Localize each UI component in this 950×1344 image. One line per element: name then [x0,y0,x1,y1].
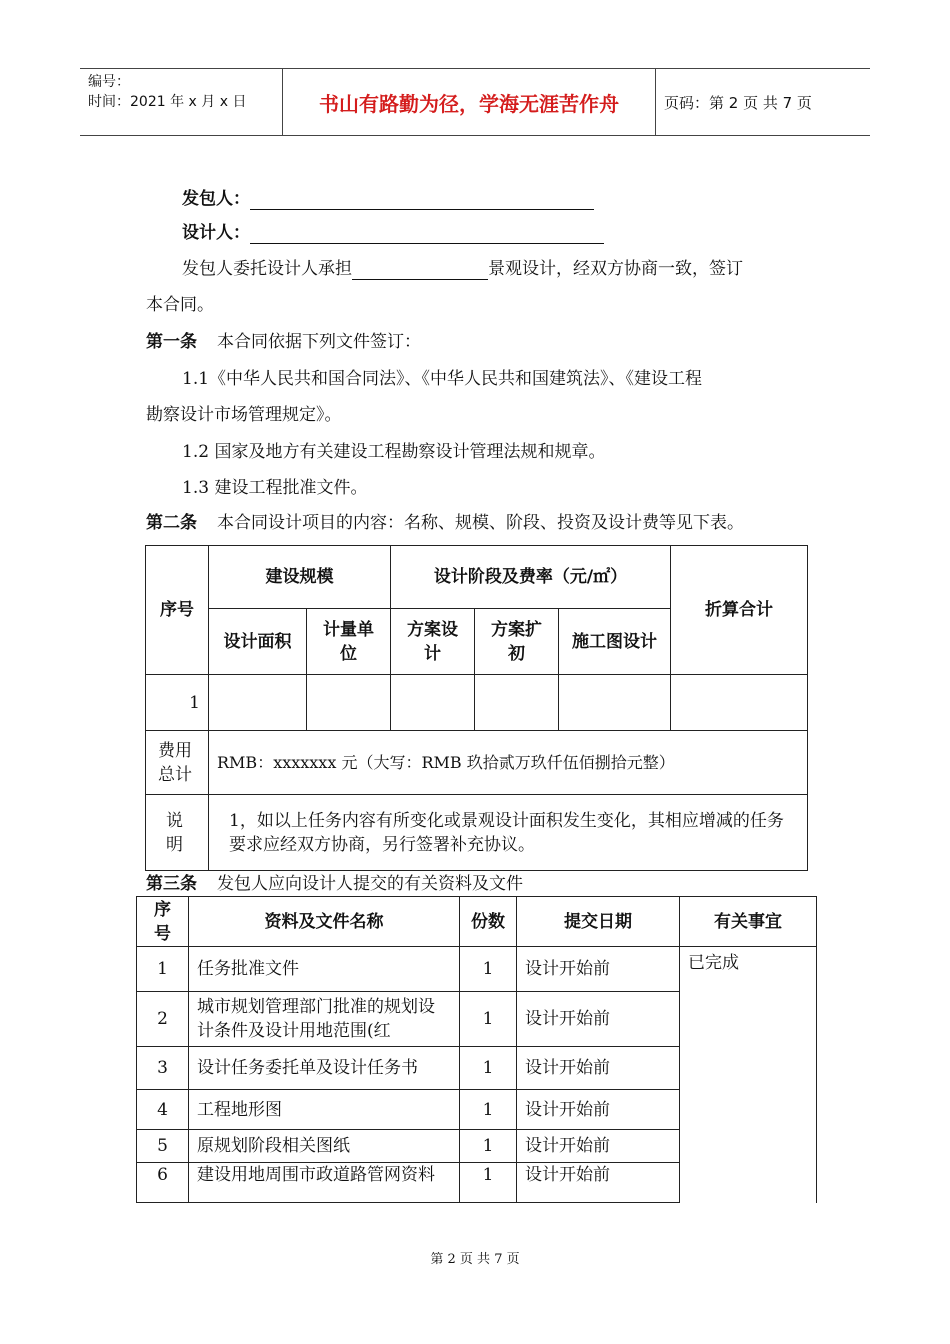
remarks-cell [680,947,817,1203]
row-date: 设计开始前 [517,947,680,992]
header-time: 时间：2021 年 x 月 x 日 [88,94,247,110]
note-label: 说明 [146,795,209,871]
designer-label: 设计人： [182,223,250,243]
designer-line [182,222,604,244]
header-number: 编号： [88,74,130,90]
row-name: 工程地形图 [189,1090,460,1130]
row-date: 设计开始前 [517,1163,680,1203]
row-date: 设计开始前 [517,992,680,1047]
row-name: 原规划阶段相关图纸 [189,1130,460,1163]
row-copies: 1 [460,947,517,992]
employer-line [182,188,594,210]
row-seq: 4 [137,1090,189,1130]
project-name-blank [352,261,488,280]
row-copies: 1 [460,992,517,1047]
employer-label: 发包人： [182,189,250,209]
article3-heading [146,873,523,895]
article1-item1-line1: 1.1《中华人民共和国合同法》、《中华人民共和国建筑法》、《建设工程 [182,369,703,389]
row-date: 设计开始前 [517,1047,680,1090]
article1-title: 第一条 [146,332,197,352]
row-date: 设计开始前 [517,1130,680,1163]
employer-blank [250,191,594,210]
date-header: 提交日期 [517,897,680,947]
header-motto: 书山有路勤为径，学海无涯苦作舟 [319,91,619,116]
article2-text: 本合同设计项目的内容：名称、规模、阶段、投资及设计费等见下表。 [217,513,744,533]
intro-part2: 景观设计，经双方协商一致，签订 [488,259,743,279]
row-name [189,992,460,1047]
article1-heading [146,331,421,353]
row-name-text: 城市规划管理部门批准的规划设计条件及设计用地范围(红 [197,997,435,1041]
row-copies: 1 [460,1163,517,1203]
row1-construct [559,675,671,731]
article3-title: 第三条 [146,874,197,894]
row-copies: 1 [460,1047,517,1090]
row-seq: 6 [137,1163,189,1203]
row-copies: 1 [460,1130,517,1163]
col-seq-header: 序号 [146,546,209,675]
row-name: 任务批准文件 [189,947,460,992]
design-fee-table [145,545,808,871]
row1-expand [475,675,559,731]
sub-area-header: 设计面积 [209,609,307,675]
article2-heading [146,512,744,534]
name-header: 资料及文件名称 [189,897,460,947]
sub-scheme-header: 方案设计 [391,609,475,675]
table-row [137,947,817,992]
row1-seq: 1 [146,675,209,731]
row-date: 设计开始前 [517,1090,680,1130]
intro-line1 [182,258,743,280]
article1-item3: 1.3 建设工程批准文件。 [182,478,368,498]
row-copies: 1 [460,1090,517,1130]
row1-unit [307,675,391,731]
designer-blank [250,225,604,244]
article3-text: 发包人应向设计人提交的有关资料及文件 [217,874,523,894]
header-page-number: 页码：第 2 页 共 7 页 [664,94,812,112]
row-seq: 3 [137,1047,189,1090]
fee-total-value: RMB：xxxxxxx 元（大写：RMB 玖拾贰万玖仟伍佰捌拾元整） [209,731,808,795]
intro-part3: 本合同。 [146,295,214,315]
row-name: 设计任务委托单及设计任务书 [189,1047,460,1090]
row-seq: 5 [137,1130,189,1163]
header-meta [88,72,246,112]
fee-total-label: 费用总计 [146,731,209,795]
seq-header: 序号 [137,897,189,947]
article1-item2: 1.2 国家及地方有关建设工程勘察设计管理法规和规章。 [182,442,606,462]
intro-part1: 发包人委托设计人承担 [182,259,352,279]
copies-header: 份数 [460,897,517,947]
note-text: 1，如以上任务内容有所变化或景观设计面积发生变化，其相应增减的任务要求应经双方协商，另行签署补充协议。 [209,795,808,871]
col-total-header: 折算合计 [671,546,808,675]
remarks-value: 已完成 [688,953,739,973]
row-seq: 2 [137,992,189,1047]
row1-total [671,675,808,731]
row1-area [209,675,307,731]
sub-unit-header: 计量单位 [307,609,391,675]
col-scale-header: 建设规模 [209,546,391,609]
article2-title: 第二条 [146,513,197,533]
remarks-header: 有关事宜 [680,897,817,947]
col-stage-header: 设计阶段及费率（元/㎡） [391,546,671,609]
sub-expand-header: 方案扩初 [475,609,559,675]
article1-item1-line2: 勘察设计市场管理规定》。 [146,405,342,425]
row1-scheme [391,675,475,731]
row-name [189,1163,460,1203]
page-footer: 第 2 页 共 7 页 [430,1252,520,1267]
documents-table [136,896,817,1203]
row-name-text: 建设用地周围市政道路管网资料 [197,1165,435,1185]
header-divider-right [655,68,656,136]
row-seq: 1 [137,947,189,992]
article1-text: 本合同依据下列文件签订： [217,332,421,352]
sub-construct-header: 施工图设计 [559,609,671,675]
